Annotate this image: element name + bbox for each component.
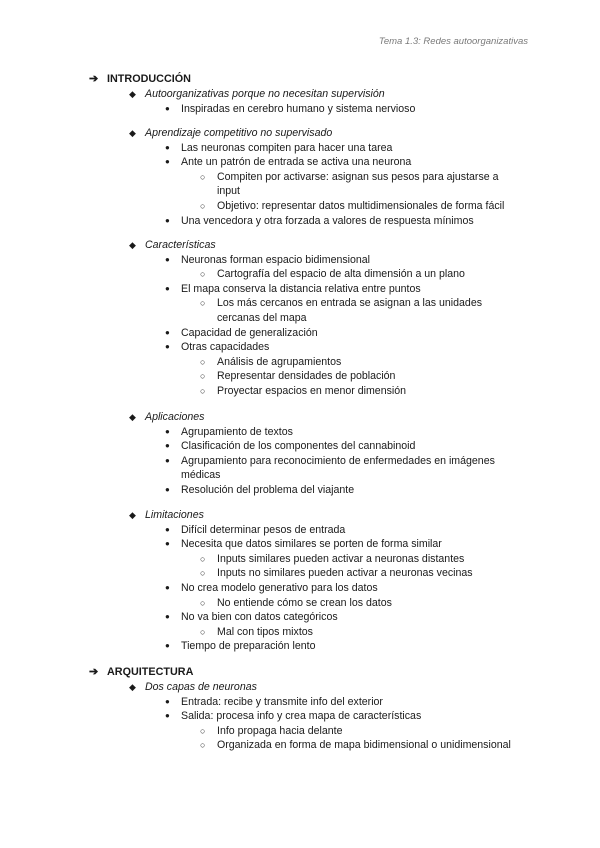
sub-list-item-text: Objetivo: representar datos multidimensionales de forma fácil xyxy=(217,200,505,212)
circle-bullet-icon: ○ xyxy=(200,356,206,367)
list-item-text: médicas xyxy=(181,469,221,482)
circle-bullet-icon: ○ xyxy=(200,597,206,608)
dot-bullet-icon: ● xyxy=(165,711,170,721)
list-item-text: Necesita que datos similares se porten de forma similar xyxy=(181,538,442,551)
circle-bullet-icon: ○ xyxy=(200,298,206,309)
list-item-text: Entrada: recibe y transmite info del exterior xyxy=(181,695,383,708)
dot-bullet-icon: ● xyxy=(165,254,170,264)
group-title: Aplicaciones xyxy=(145,411,205,423)
dot-bullet-icon: ● xyxy=(165,103,170,113)
diamond-bullet-icon: ◆ xyxy=(129,412,136,422)
list-item-text: Capacidad de generalización xyxy=(181,326,318,339)
arrow-icon: ➔ xyxy=(89,666,99,678)
circle-bullet-icon: ○ xyxy=(200,626,206,637)
list-item-text: Salida: procesa info y crea mapa de características xyxy=(181,710,422,723)
list-item-text: No va bien con datos categóricos xyxy=(181,611,338,624)
dot-bullet-icon: ● xyxy=(165,539,170,549)
list-item-text: Tiempo de preparación lento xyxy=(181,640,316,653)
sub-list-item-text: cercanas del mapa xyxy=(217,312,307,324)
dot-bullet-icon: ● xyxy=(165,157,170,167)
arrow-icon: ➔ xyxy=(89,73,99,85)
circle-bullet-icon: ○ xyxy=(200,371,206,382)
dot-bullet-icon: ● xyxy=(165,696,170,706)
list-item-text: Difícil determinar pesos de entrada xyxy=(181,523,346,536)
dot-bullet-icon: ● xyxy=(165,327,170,337)
dot-bullet-icon: ● xyxy=(165,426,170,436)
page-header: Tema 1.3: Redes autoorganizativas xyxy=(378,36,528,47)
list-item-text: El mapa conserva la distancia relativa entre puntos xyxy=(181,282,421,295)
sub-list-item-text: Inputs similares pueden activar a neuronas distantes xyxy=(217,552,465,565)
circle-bullet-icon: ○ xyxy=(200,568,206,579)
dot-bullet-icon: ● xyxy=(165,612,170,622)
list-item-text: Clasificación de los componentes del cannabinoid xyxy=(181,440,416,453)
list-item-text: Ante un patrón de entrada se activa una neurona xyxy=(181,156,412,169)
sub-list-item-text: Inputs no similares pueden activar a neuronas vecinas xyxy=(217,567,473,580)
diamond-bullet-icon: ◆ xyxy=(129,128,136,138)
circle-bullet-icon: ○ xyxy=(200,386,206,396)
list-item-text: Otras capacidades xyxy=(181,341,270,354)
sub-list-item-text: Representar densidades de población xyxy=(217,370,396,383)
dot-bullet-icon: ● xyxy=(165,524,170,534)
dot-bullet-icon: ● xyxy=(165,283,170,293)
list-item-text: Agrupamiento para reconocimiento de enfermedades en imágenes xyxy=(181,454,495,467)
dot-bullet-icon: ● xyxy=(165,485,170,494)
sub-list-item-text: Info propaga hacia delante xyxy=(217,724,343,737)
diamond-bullet-icon: ◆ xyxy=(129,510,136,520)
list-item-text: Neuronas forman espacio bidimensional xyxy=(181,253,371,266)
group-title: Dos capas de neuronas xyxy=(145,681,257,693)
sub-list-item-text: Proyectar espacios en menor dimensión xyxy=(217,385,407,397)
dot-bullet-icon: ● xyxy=(165,455,170,465)
dot-bullet-icon: ● xyxy=(165,142,170,152)
sub-list-item-text: No entiende cómo se crean los datos xyxy=(217,596,392,609)
circle-bullet-icon: ○ xyxy=(200,553,206,564)
sub-list-item-text: Mal con tipos mixtos xyxy=(217,625,313,638)
dot-bullet-icon: ● xyxy=(165,583,170,592)
sub-list-item-text: Cartografía del espacio de alta dimensión a un plano xyxy=(217,268,465,281)
group-title: Aprendizaje competitivo no supervisado xyxy=(145,127,333,139)
sub-list-item-text: Organizada en forma de mapa bidimensional o unidimensional xyxy=(217,739,511,752)
sub-list-item-text: input xyxy=(217,185,240,198)
sub-list-item-text: Los más cercanos en entrada se asignan a las unidades xyxy=(217,297,483,310)
dot-bullet-icon: ● xyxy=(165,215,170,225)
circle-bullet-icon: ○ xyxy=(200,269,206,280)
diamond-bullet-icon: ◆ xyxy=(129,682,136,692)
list-item-text: Una vencedora y otra forzada a valores de respuesta mínimos xyxy=(181,214,474,227)
group-title: Limitaciones xyxy=(145,509,204,521)
section-title: INTRODUCCIÓN xyxy=(107,73,191,85)
section-title: ARQUITECTURA xyxy=(107,666,194,678)
sub-list-item-text: Análisis de agrupamientos xyxy=(217,355,342,368)
circle-bullet-icon: ○ xyxy=(200,740,206,751)
dot-bullet-icon: ● xyxy=(165,441,170,451)
list-item-text: Inspiradas en cerebro humano y sistema nervioso xyxy=(181,102,416,115)
list-item-text: Agrupamiento de textos xyxy=(181,425,293,438)
circle-bullet-icon: ○ xyxy=(200,201,206,211)
list-item-text: Resolución del problema del viajante xyxy=(181,484,355,496)
dot-bullet-icon: ● xyxy=(165,641,170,651)
diamond-bullet-icon: ◆ xyxy=(129,240,136,250)
list-item-text: No crea modelo generativo para los datos xyxy=(181,582,378,594)
circle-bullet-icon: ○ xyxy=(200,725,206,736)
group-title: Autoorganizativas porque no necesitan supervisión xyxy=(145,88,385,100)
dot-bullet-icon: ● xyxy=(165,342,170,352)
group-title: Características xyxy=(145,239,216,251)
sub-list-item-text: Compiten por activarse: asignan sus pesos para ajustarse a xyxy=(217,170,499,183)
circle-bullet-icon: ○ xyxy=(200,171,206,182)
list-item-text: Las neuronas compiten para hacer una tarea xyxy=(181,141,393,154)
diamond-bullet-icon: ◆ xyxy=(129,89,136,99)
